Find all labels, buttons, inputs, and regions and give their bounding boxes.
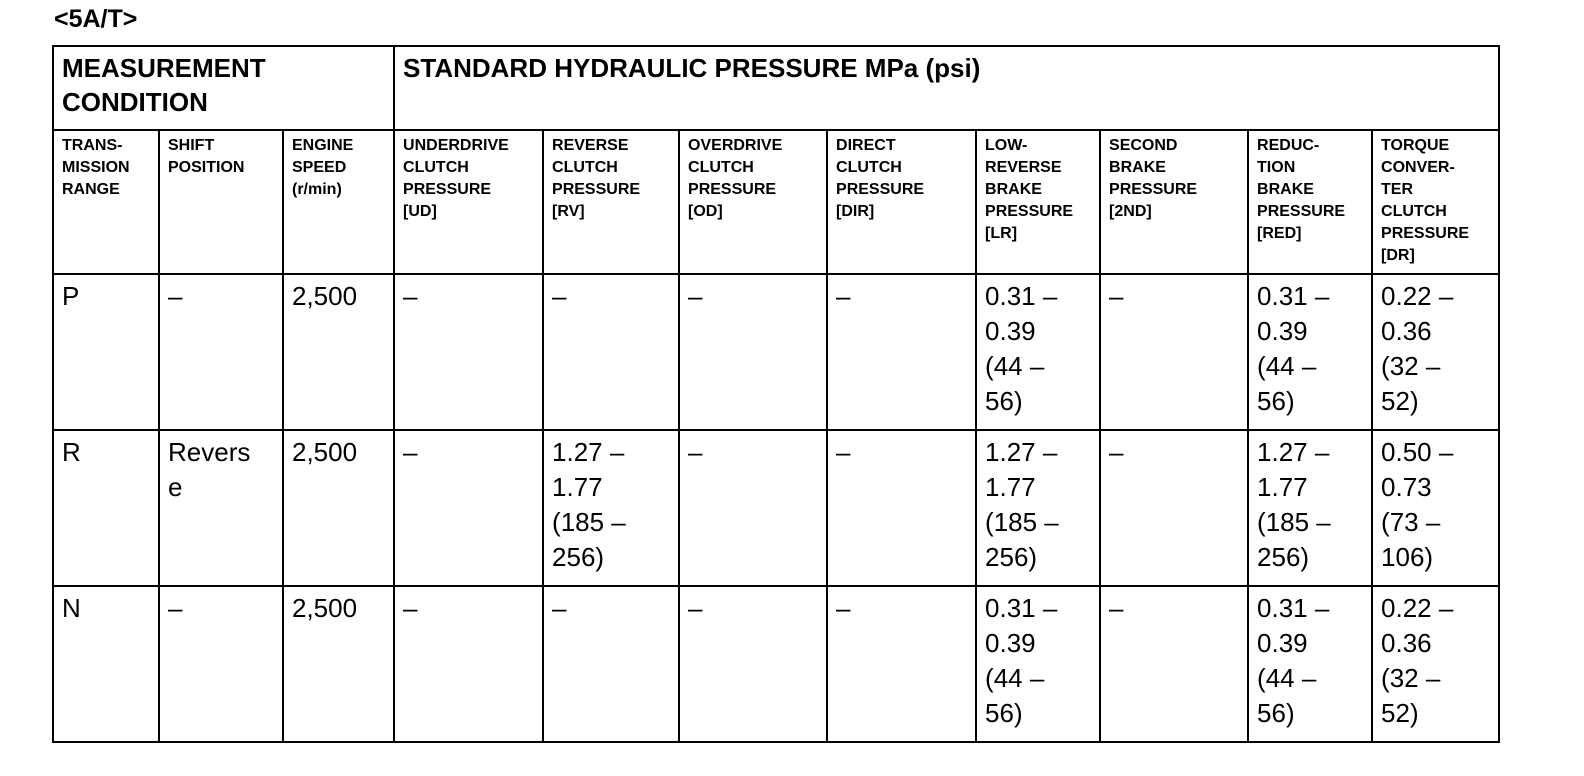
table-cell: – (543, 586, 679, 742)
table-cell: 0.22 – 0.36 (32 – 52) (1372, 586, 1499, 742)
table-cell: – (1100, 586, 1248, 742)
column-header-row (53, 130, 1499, 274)
column-header-reverse-clutch: REVERSE CLUTCH PRESSURE [RV] (543, 130, 679, 274)
group-header-row (53, 46, 1499, 130)
table-cell: 1.27 – 1.77 (185 – 256) (976, 430, 1100, 586)
table-cell: – (159, 586, 283, 742)
table-cell: – (394, 586, 543, 742)
column-header-second-brake: SECOND BRAKE PRESSURE [2ND] (1100, 130, 1248, 274)
table-row-n (53, 586, 1499, 742)
table-cell: 0.22 – 0.36 (32 – 52) (1372, 274, 1499, 430)
table-cell: 1.27 – 1.77 (185 – 256) (1248, 430, 1372, 586)
column-header-reduction-brake: REDUC- TION BRAKE PRESSURE [RED] (1248, 130, 1372, 274)
table-cell: P (53, 274, 159, 430)
table-cell: 1.27 – 1.77 (185 – 256) (543, 430, 679, 586)
table-cell: N (53, 586, 159, 742)
table-cell: R (53, 430, 159, 586)
table-cell: 0.31 – 0.39 (44 – 56) (976, 274, 1100, 430)
column-header-torque-converter-clutch: TORQUE CONVER- TER CLUTCH PRESSURE [DR] (1372, 130, 1499, 274)
measurement-condition-header: MEASUREMENT CONDITION (53, 46, 394, 130)
table-cell: 0.31 – 0.39 (44 – 56) (976, 586, 1100, 742)
column-header-low-reverse-brake: LOW- REVERSE BRAKE PRESSURE [LR] (976, 130, 1100, 274)
table-cell: – (679, 586, 827, 742)
table-cell: – (827, 274, 976, 430)
table-cell: – (679, 430, 827, 586)
table-row-r (53, 430, 1499, 586)
table-cell: – (1100, 274, 1248, 430)
table-cell: – (394, 274, 543, 430)
column-header-overdrive-clutch: OVERDRIVE CLUTCH PRESSURE [OD] (679, 130, 827, 274)
table-cell: Revers e (159, 430, 283, 586)
table-cell: 0.31 – 0.39 (44 – 56) (1248, 274, 1372, 430)
column-header-direct-clutch: DIRECT CLUTCH PRESSURE [DIR] (827, 130, 976, 274)
table-cell: – (827, 586, 976, 742)
table-cell: – (543, 274, 679, 430)
column-header-engine-speed: ENGINE SPEED (r/min) (283, 130, 394, 274)
column-header-underdrive-clutch: UNDERDRIVE CLUTCH PRESSURE [UD] (394, 130, 543, 274)
table-cell: 2,500 (283, 430, 394, 586)
table-cell: 2,500 (283, 274, 394, 430)
table-cell: 0.31 – 0.39 (44 – 56) (1248, 586, 1372, 742)
hydraulic-pressure-table (52, 45, 1500, 743)
column-header-shift-position: SHIFT POSITION (159, 130, 283, 274)
table-cell: 2,500 (283, 586, 394, 742)
table-cell: 0.50 – 0.73 (73 – 106) (1372, 430, 1499, 586)
document-label: <5A/T> (54, 5, 138, 33)
table-cell: – (1100, 430, 1248, 586)
column-header-transmission-range: TRANS- MISSION RANGE (53, 130, 159, 274)
standard-pressure-header: STANDARD HYDRAULIC PRESSURE MPa (psi) (394, 46, 1499, 130)
table-cell: – (394, 430, 543, 586)
table-row-p (53, 274, 1499, 430)
table-cell: – (679, 274, 827, 430)
table-cell: – (827, 430, 976, 586)
table-cell: – (159, 274, 283, 430)
